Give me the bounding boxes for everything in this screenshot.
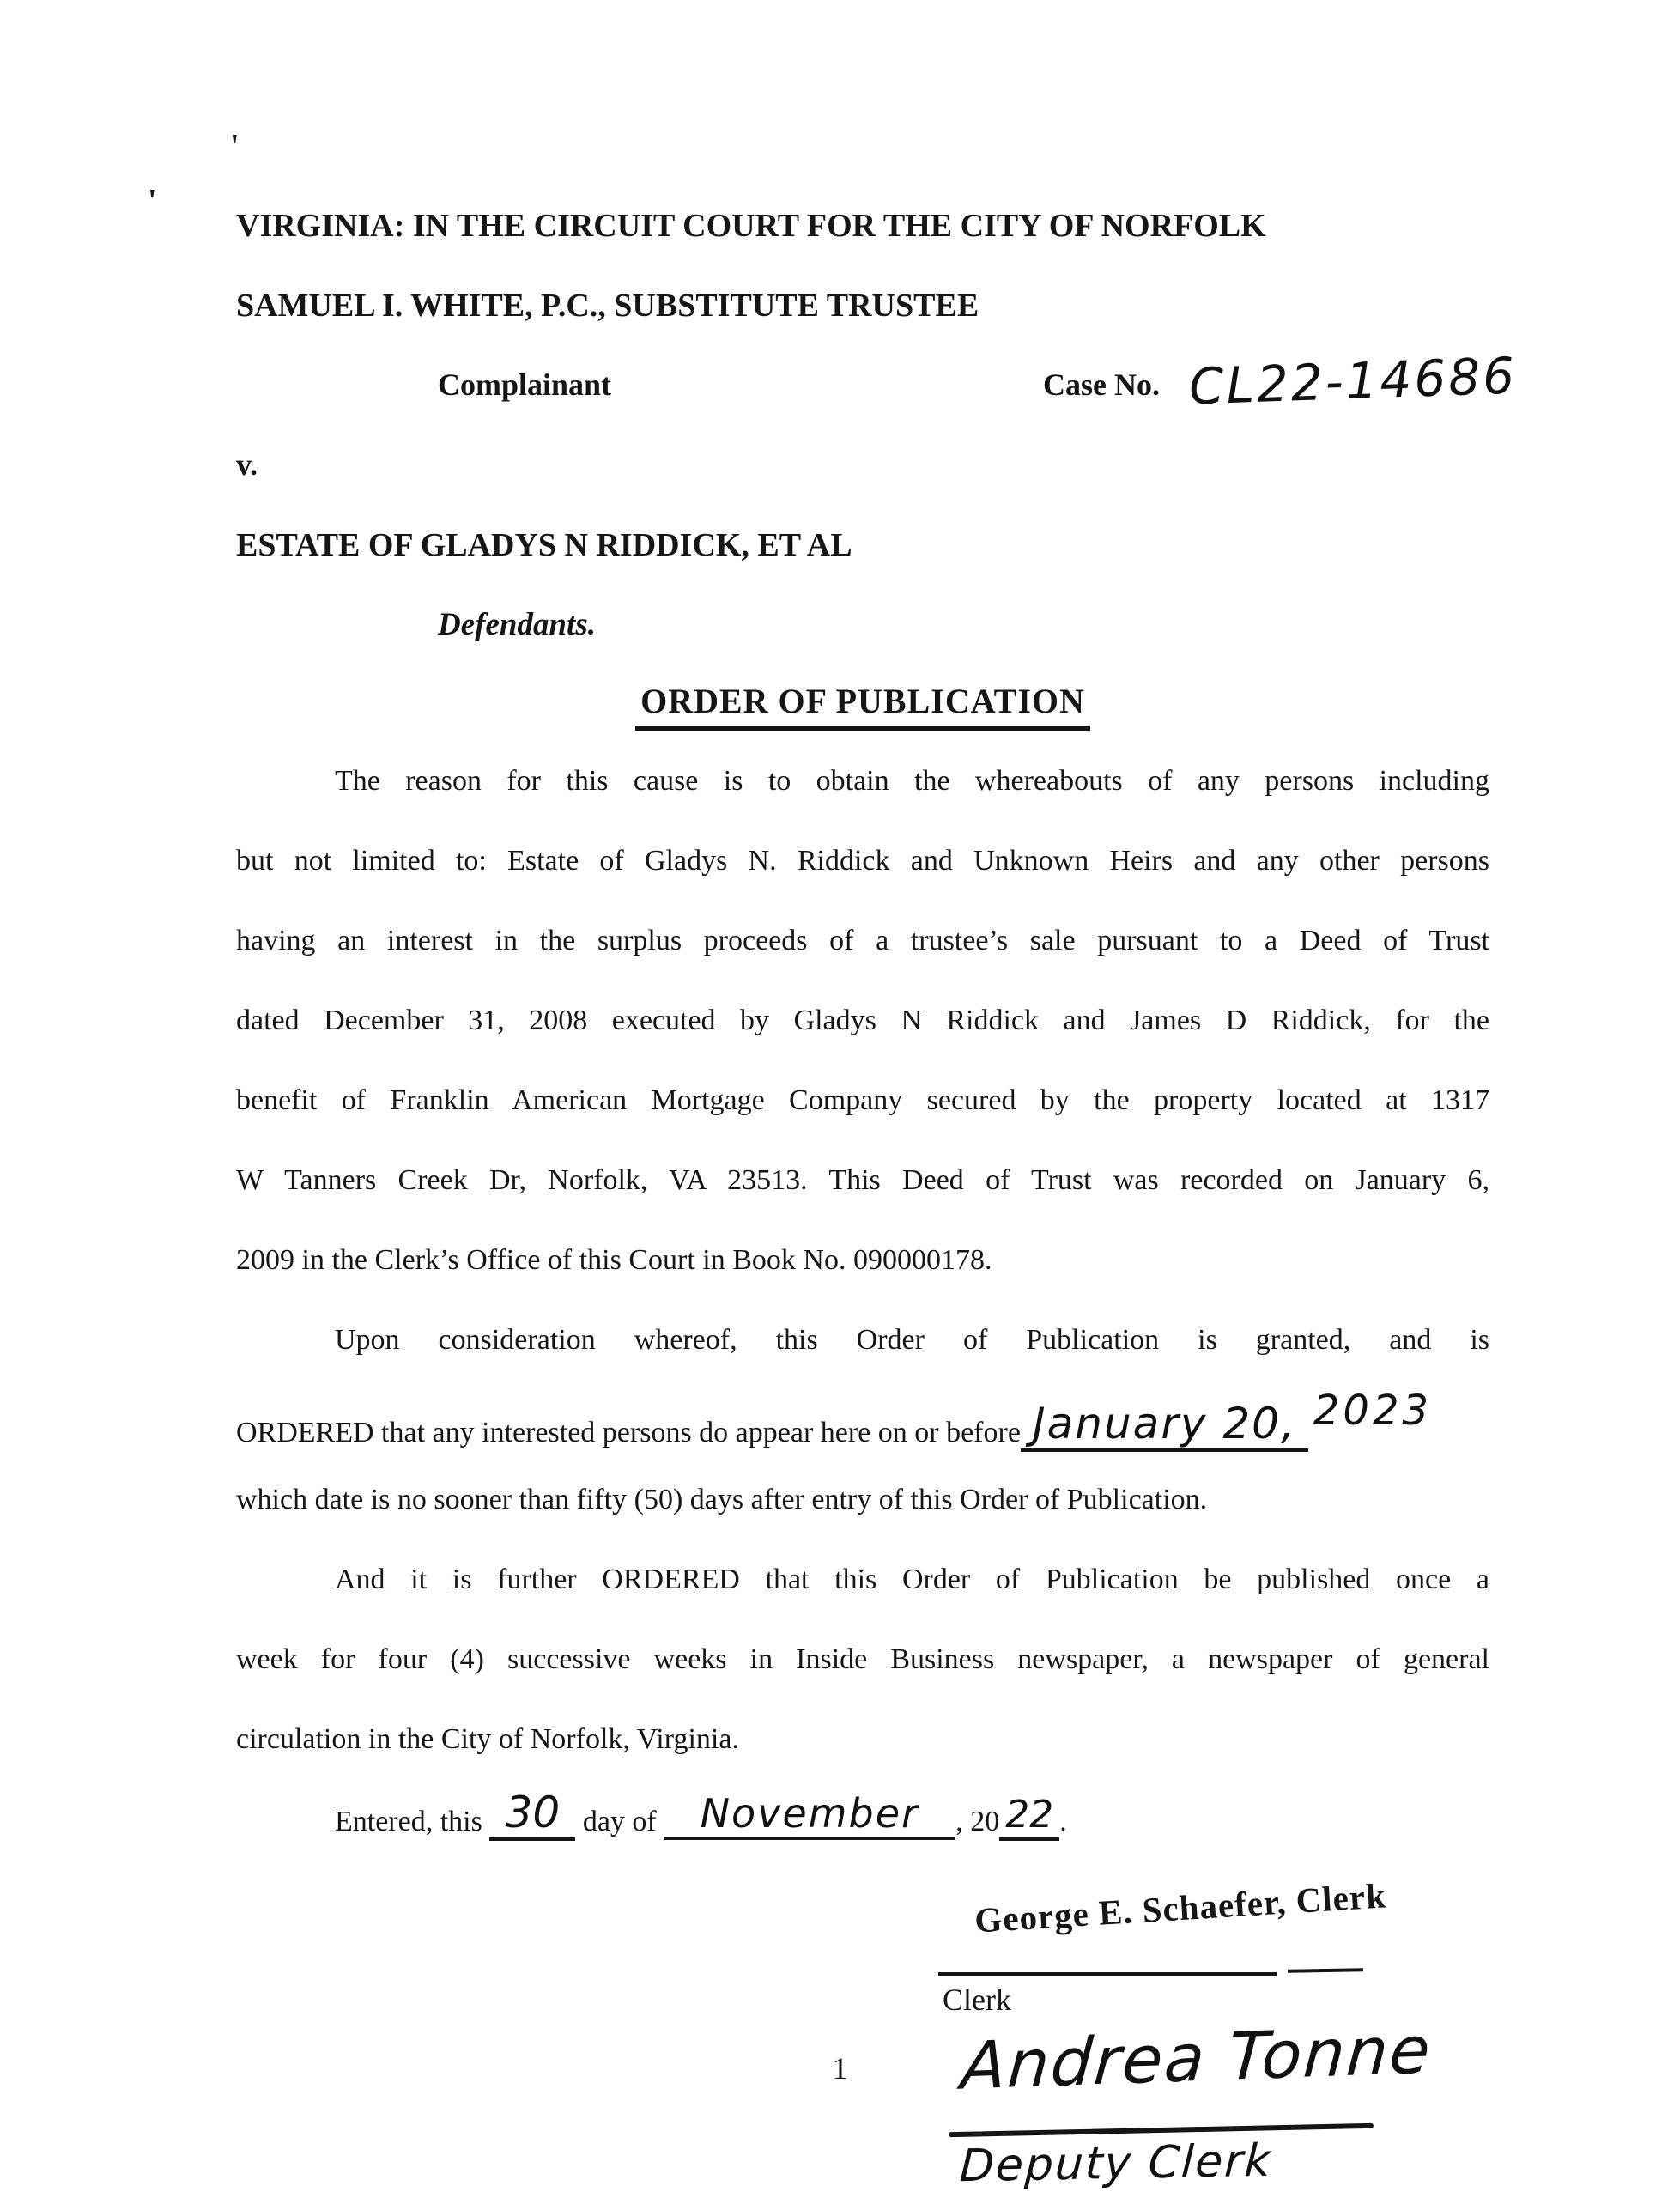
entered-year-prefix: , 20 — [955, 1806, 1000, 1837]
blank-underline — [999, 1793, 1059, 1841]
clerk-label: Clerk — [943, 1982, 1011, 2017]
document-title: ORDER OF PUBLICATION — [635, 682, 1090, 731]
plaintiff-name: SAMUEL I. WHITE, P.C., SUBSTITUTE TRUSTEE — [236, 288, 979, 324]
scan-speck: ' — [230, 128, 240, 164]
body-line: dated December 31, 2008 executed by Gladys N Riddick and James D Riddick, for the — [236, 1005, 1489, 1036]
body-line: And it is further ORDERED that this Order of Publication be published once a — [335, 1563, 1489, 1595]
case-no-label: Case No. — [1043, 367, 1160, 402]
body-line: circulation in the City of Norfolk, Virginia. — [236, 1723, 739, 1755]
entered-prefix: Entered, this — [335, 1806, 482, 1837]
document-title-row — [236, 680, 1489, 723]
blank-underline — [489, 1788, 575, 1841]
entered-period: . — [1059, 1806, 1067, 1837]
clerk-stamp: George E. Schaefer, Clerk — [973, 1875, 1388, 1940]
entered-date-line — [236, 1788, 1588, 1841]
appearance-date-handwritten: January 20, — [1032, 1399, 1296, 1448]
body-line: having an interest in the surplus proceeds of a trustee’s sale pursuant to a Deed of Trust — [236, 925, 1489, 956]
defendants-label-row — [236, 605, 1489, 645]
blank-underline — [664, 1790, 955, 1840]
scan-speck: ' — [148, 183, 157, 219]
body-line: benefit of Franklin American Mortgage Company secured by the property located at 1317 — [236, 1084, 1489, 1116]
entered-day-handwritten: 30 — [505, 1788, 561, 1837]
caption-row — [236, 346, 1519, 416]
blank-underline — [1021, 1399, 1308, 1452]
page-number: 1 — [832, 2051, 848, 2086]
body-line: week for four (4) successive weeks in Inside Business newspaper, a newspaper of general — [236, 1643, 1489, 1675]
body-line: but not limited to: Estate of Gladys N. Riddick and Unknown Heirs and any other persons — [236, 845, 1489, 877]
deputy-clerk-title-handwritten: Deputy Clerk — [958, 2134, 1274, 2193]
signature-rule — [938, 1972, 1277, 1976]
court-caption: VIRGINIA: IN THE CIRCUIT COURT FOR THE CITY OF NORFOLK — [236, 208, 1266, 244]
ordered-line-text: ORDERED that any interested persons do appear here on or before — [236, 1417, 1021, 1448]
body-line: Upon consideration whereof, this Order of Publication is granted, and is — [335, 1324, 1489, 1356]
entered-month-handwritten: November — [700, 1790, 919, 1837]
ordered-date-line — [236, 1387, 1489, 1454]
complainant-label: Complainant — [438, 367, 612, 402]
body-line: which date is no sooner than fifty (50) days after entry of this Order of Publication. — [236, 1484, 1208, 1515]
body-line: The reason for this cause is to obtain the whereabouts of any persons including — [335, 765, 1489, 797]
body-line: W Tanners Creek Dr, Norfolk, VA 23513. This Deed of Trust was recorded on January 6, — [236, 1164, 1489, 1196]
signature-rule-segment — [1288, 1968, 1363, 1973]
entered-middle: day of — [582, 1806, 657, 1837]
versus-label: v. — [236, 447, 258, 482]
body-line: 2009 in the Clerk’s Office of this Court in Book No. 090000178. — [236, 1244, 992, 1276]
defendant-name: ESTATE OF GLADYS N RIDDICK, ET AL — [236, 527, 852, 563]
appearance-year-handwritten: 2023 — [1313, 1387, 1433, 1435]
case-number-handwritten: CL22-14686 — [1187, 346, 1519, 416]
defendants-label: Defendants. — [438, 607, 596, 642]
deputy-clerk-signature-handwritten: Andrea Tonne — [959, 2011, 1434, 2104]
entered-year-handwritten: 22 — [1005, 1793, 1054, 1837]
signature-underline — [949, 2123, 1374, 2137]
